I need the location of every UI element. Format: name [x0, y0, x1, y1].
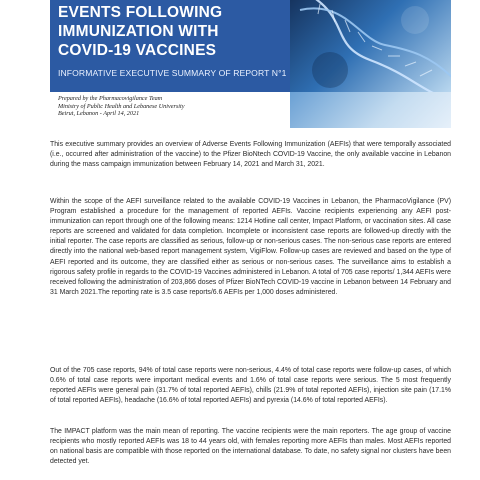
dna-helix-image — [290, 0, 451, 92]
prepared-by-line: Beirut, Lebanon - April 14, 2021 — [58, 110, 140, 118]
title-line-1: EVENTS FOLLOWING — [58, 4, 223, 21]
report-subtitle: INFORMATIVE EXECUTIVE SUMMARY OF REPORT N°1 — [58, 68, 287, 78]
title-line-2: IMMUNIZATION WITH — [58, 23, 219, 40]
title-line-3: COVID-19 VACCINES — [58, 42, 217, 59]
prepared-by-line: Prepared by the Pharmacovigilance Team — [58, 95, 163, 102]
prepared-by-note — [58, 95, 288, 118]
summary-paragraph-surveillance: Within the scope of the AEFI surveillance related to the available COVID-19 Vaccines in Lebanon, the PharmacoVigilance (PV) Program established a procedure for the management of reported AEFIs. Vaccine recipients experiencing any AEFI post-immunization can report through one of the following means: 1214 Hotline call center, Impact Platform, or vaccination sites. All case reports are screened and validated for data completion. Incomplete or inconsistent case reports are followed-up directly with the initial reporter. The case reports are classified as serious, follow-up or non-serious cases. The non-serious case reports are entered directly into the national web-based report management system, VigiFlow. Follow-up cases are reviewed and based on the type of AEFI reported and its outcome, they are classified either as serious or non-serious cases. The surveillance aims to establish a rigorous safety profile in regards to the COVID-19 Vaccines administered in Lebanon. A total of 705 case reports/ 1,344 AEFIs were received following the administration of 203,866 doses of Pfizer BioNTech COVID-19 vaccine in Lebanon between 14 February and 31 March 2021.The reporting rate is 3.5 case reports/6.6 AEFIs per 1,000 doses administered. — [50, 198, 451, 296]
prepared-by-line: Ministry of Public Health and Lebanese University — [58, 102, 185, 110]
report-title — [58, 3, 222, 60]
summary-paragraph-reporting: The IMPACT platform was the main mean of reporting. The vaccine recipients were the main reporters. The age group of vaccine recipients who mostly reported AEFIs was 18 to 44 years old, with females reporting more AEFIs than males. Most AEFIs reported on national basis are compatible with those reported on the international database. To date, no safety signal nor clusters have been detected yet. — [50, 428, 451, 466]
summary-paragraph-case-reports: Out of the 705 case reports, 94% of total case reports were non-serious, 4.4% of total case reports were follow-up cases, of which 0.6% of total case reports were important medical events and 1.6% of total case reports were serious. The 5 most frequently reported AEFIs were general pain (31.7% of total reported AEFIs), chills (21.9% of total reported AEFIs), injection site pain (17.1% of total reported AEFIs), headache (16.6% of total reported AEFIs) and pyrexia (14.6% of total reported AEFIs). — [50, 367, 451, 405]
summary-paragraph-intro: This executive summary provides an overview of Adverse Events Following Immunization (AEFIs) that were temporally associated (i.e., occurred after administration of the vaccine) to the Pfizer BioNtech COVID-19 Vaccine, the only available vaccine in Lebanon during the mass campaign immunization between February 14, 2021 and March 31, 2021. — [50, 141, 451, 169]
dna-helix-image-lower — [290, 92, 451, 128]
